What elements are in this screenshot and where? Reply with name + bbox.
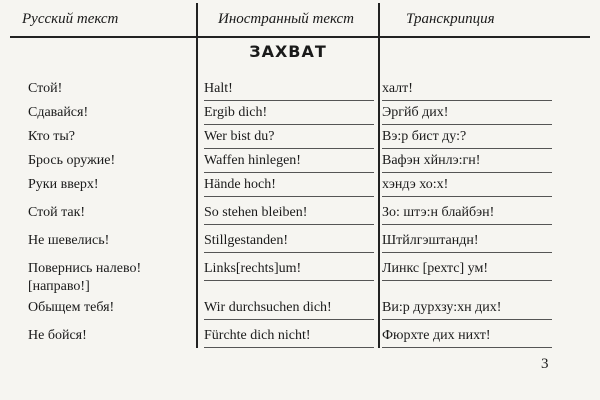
russian-cell: Стой так!	[28, 205, 86, 220]
russian-cell: Стой!	[28, 81, 63, 96]
transcription-cell: Ви:р дурхзу:хн дих!	[382, 299, 552, 320]
german-cell: So stehen bleiben!	[204, 204, 374, 225]
transcription-cell: халт!	[382, 80, 552, 101]
column-divider-2	[378, 3, 380, 348]
russian-cell: Брось оружие!	[28, 153, 116, 168]
german-cell: Wer bist du?	[204, 128, 374, 149]
german-cell: Hände hoch!	[204, 176, 374, 197]
section-title: ЗАХВАТ	[249, 42, 327, 61]
russian-cell: Не бойся!	[28, 328, 87, 343]
transcription-cell: хэндэ хо:х!	[382, 176, 552, 197]
transcription-cell: Вэ:р бист ду:?	[382, 128, 552, 149]
german-cell: Halt!	[204, 80, 374, 101]
header-russian-text: Русский текст	[22, 11, 119, 27]
russian-cell: Повернись налево! [направо!]	[28, 261, 142, 294]
russian-cell: Обыщем тебя!	[28, 300, 115, 315]
german-cell: Waffen hinlegen!	[204, 152, 374, 173]
transcription-cell: Эргйб дих!	[382, 104, 552, 125]
transcription-cell: Фюрхте дих нихт!	[382, 327, 552, 348]
russian-cell: Кто ты?	[28, 129, 75, 144]
transcription-cell: Штйлгэштандн!	[382, 232, 552, 253]
german-cell: Wir durchsuchen dich!	[204, 299, 374, 320]
german-cell: Ergib dich!	[204, 104, 374, 125]
transcription-cell: Зо: штэ:н блайбэн!	[382, 204, 552, 225]
german-cell: Stillgestanden!	[204, 232, 374, 253]
header-foreign-text: Иностранный текст	[218, 11, 354, 27]
russian-cell: Не шевелись!	[28, 233, 110, 248]
russian-cell: Сдавайся!	[28, 105, 89, 120]
russian-cell: Руки вверх!	[28, 177, 99, 192]
german-cell: Links[rechts]um!	[204, 260, 374, 281]
transcription-cell: Вафэн хйнлэ:гн!	[382, 152, 552, 173]
header-divider	[10, 36, 590, 38]
transcription-cell: Линкс [рехтс] ум!	[382, 260, 552, 281]
page-number: 3	[541, 356, 549, 372]
german-cell: Fürchte dich nicht!	[204, 327, 374, 348]
header-transcription: Транскрипция	[406, 11, 495, 27]
